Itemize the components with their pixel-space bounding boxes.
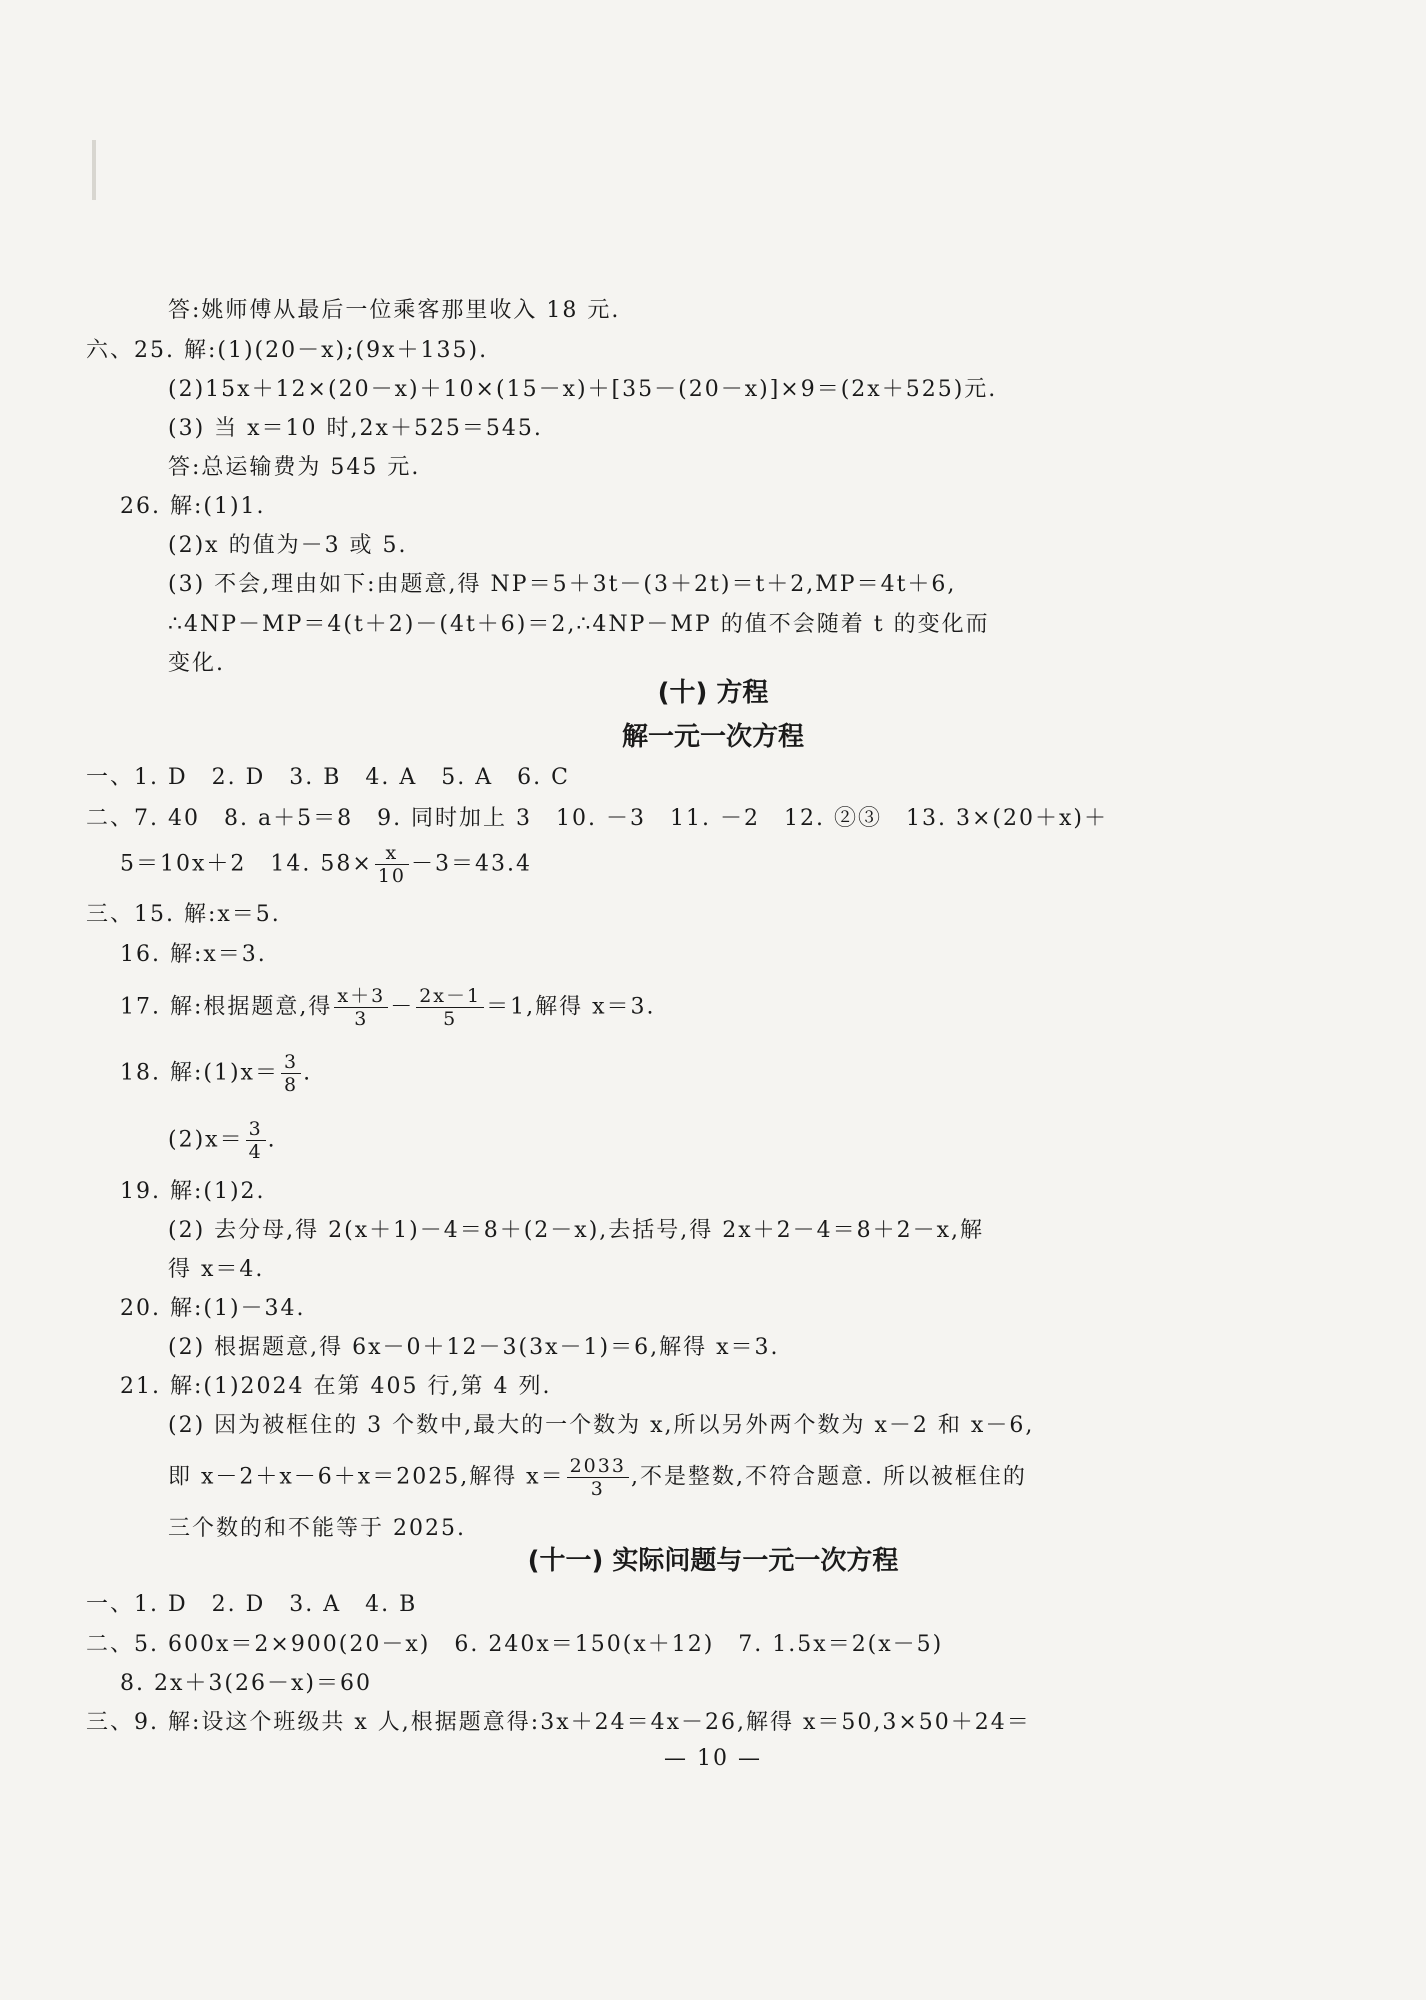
section-title: (十一) 实际问题与一元一次方程 — [527, 1546, 899, 1576]
text-segment: ,不是整数,不符合题意. 所以被框住的 — [630, 1464, 1027, 1490]
answer-line: (3) 当 x＝10 时,2x＋525＝545. — [168, 416, 543, 441]
text-segment: 18. 解:(1)x＝ — [120, 1060, 279, 1086]
fraction-denominator: 3 — [590, 1478, 605, 1500]
fraction-denominator: 4 — [248, 1141, 263, 1163]
fraction-numerator: 3 — [246, 1118, 266, 1141]
answer-line: (2) 根据题意,得 6x－0＋12－3(3x－1)＝6,解得 x＝3. — [168, 1335, 780, 1360]
answer-line-with-fraction — [120, 842, 532, 887]
answer-line: 21. 解:(1)2024 在第 405 行,第 4 列. — [120, 1374, 552, 1399]
answer-line: (2)15x＋12×(20－x)＋10×(15－x)＋[35－(20－x)]×9＝(2x＋525)元. — [168, 377, 998, 402]
fraction-denominator: 3 — [354, 1008, 369, 1030]
answer-line: 三个数的和不能等于 2025. — [168, 1516, 466, 1541]
fraction — [281, 1051, 301, 1096]
fraction — [375, 842, 409, 887]
answer-line: 一、1. D 2. D 3. A 4. B — [86, 1592, 418, 1617]
page-number: — 10 — — [664, 1746, 762, 1771]
text-segment: 17. 解:根据题意,得 — [120, 994, 333, 1020]
answer-line: 19. 解:(1)2. — [120, 1179, 266, 1204]
answer-line-with-fraction — [120, 1051, 312, 1096]
section-title: (十) 方程 — [657, 678, 769, 708]
fraction-denominator: 8 — [283, 1074, 299, 1096]
answer-line: 答:总运输费为 545 元. — [168, 455, 421, 480]
answer-line: 三、9. 解:设这个班级共 x 人,根据题意得:3x＋24＝4x－26,解得 x＝50,3×50＋24＝ — [86, 1710, 1031, 1735]
answer-line: 得 x＝4. — [168, 1257, 265, 1282]
fraction — [246, 1118, 266, 1163]
text-segment: . — [267, 1127, 277, 1153]
fraction-denominator: 10 — [377, 865, 406, 887]
text-segment: －3＝43.4 — [411, 851, 532, 877]
text-segment: (2)x＝ — [168, 1127, 244, 1153]
answer-line: 8. 2x＋3(26－x)＝60 — [120, 1671, 372, 1696]
answer-line: 六、25. 解:(1)(20－x);(9x＋135). — [86, 338, 489, 363]
answer-line: 二、5. 600x＝2×900(20－x) 6. 240x＝150(x＋12) 7. 1.5x＝2(x－5) — [86, 1632, 944, 1657]
text-segment: 5＝10x＋2 14. 58× — [120, 851, 373, 877]
text-segment: 即 x－2＋x－6＋x＝2025,解得 x＝ — [168, 1464, 565, 1490]
answer-line-with-fraction — [168, 1118, 277, 1163]
answer-line-with-fraction — [168, 1455, 1027, 1500]
answer-line: 16. 解:x＝3. — [120, 942, 267, 967]
text-segment: . — [303, 1060, 313, 1086]
fraction — [416, 985, 484, 1030]
fraction-numerator: 3 — [281, 1051, 301, 1074]
fraction — [334, 985, 388, 1030]
fraction — [567, 1455, 629, 1500]
text-segment: ＝1,解得 x＝3. — [486, 994, 656, 1020]
answer-line: (2) 因为被框住的 3 个数中,最大的一个数为 x,所以另外两个数为 x－2 和 x－6, — [168, 1413, 1035, 1438]
answer-line: (3) 不会,理由如下:由题意,得 NP＝5＋3t－(3＋2t)＝t＋2,MP＝4t＋6, — [168, 572, 957, 597]
fraction-numerator: 2x－1 — [416, 985, 484, 1008]
answer-line: ∴4NP－MP＝4(t＋2)－(4t＋6)＝2,∴4NP－MP 的值不会随着 t 的变化而 — [168, 612, 990, 637]
answer-line: 变化. — [168, 651, 225, 676]
answer-line: 一、1. D 2. D 3. B 4. A 5. A 6. C — [86, 765, 570, 790]
answer-line: 20. 解:(1)－34. — [120, 1296, 306, 1321]
answer-line: 三、15. 解:x＝5. — [86, 902, 281, 927]
fraction-numerator: x＋3 — [334, 985, 388, 1008]
fraction-denominator: 5 — [443, 1008, 458, 1030]
answer-line: 二、7. 40 8. a＋5＝8 9. 同时加上 3 10. －3 11. －2 12. ②③ 13. 3×(20＋x)＋ — [86, 806, 1108, 831]
answer-line: 答:姚师傅从最后一位乘客那里收入 18 元. — [168, 298, 621, 323]
section-subtitle: 解一元一次方程 — [621, 722, 804, 752]
text-segment: － — [390, 994, 415, 1020]
answer-line: 26. 解:(1)1. — [120, 494, 266, 519]
fraction-numerator: x — [375, 842, 409, 865]
answer-line: (2)x 的值为－3 或 5. — [168, 533, 408, 558]
answer-line: (2) 去分母,得 2(x＋1)－4＝8＋(2－x),去括号,得 2x＋2－4＝8＋2－x,解 — [168, 1218, 985, 1243]
fraction-numerator: 2033 — [567, 1455, 629, 1478]
binding-shadow — [92, 140, 96, 200]
answer-line-with-fraction — [120, 985, 656, 1030]
